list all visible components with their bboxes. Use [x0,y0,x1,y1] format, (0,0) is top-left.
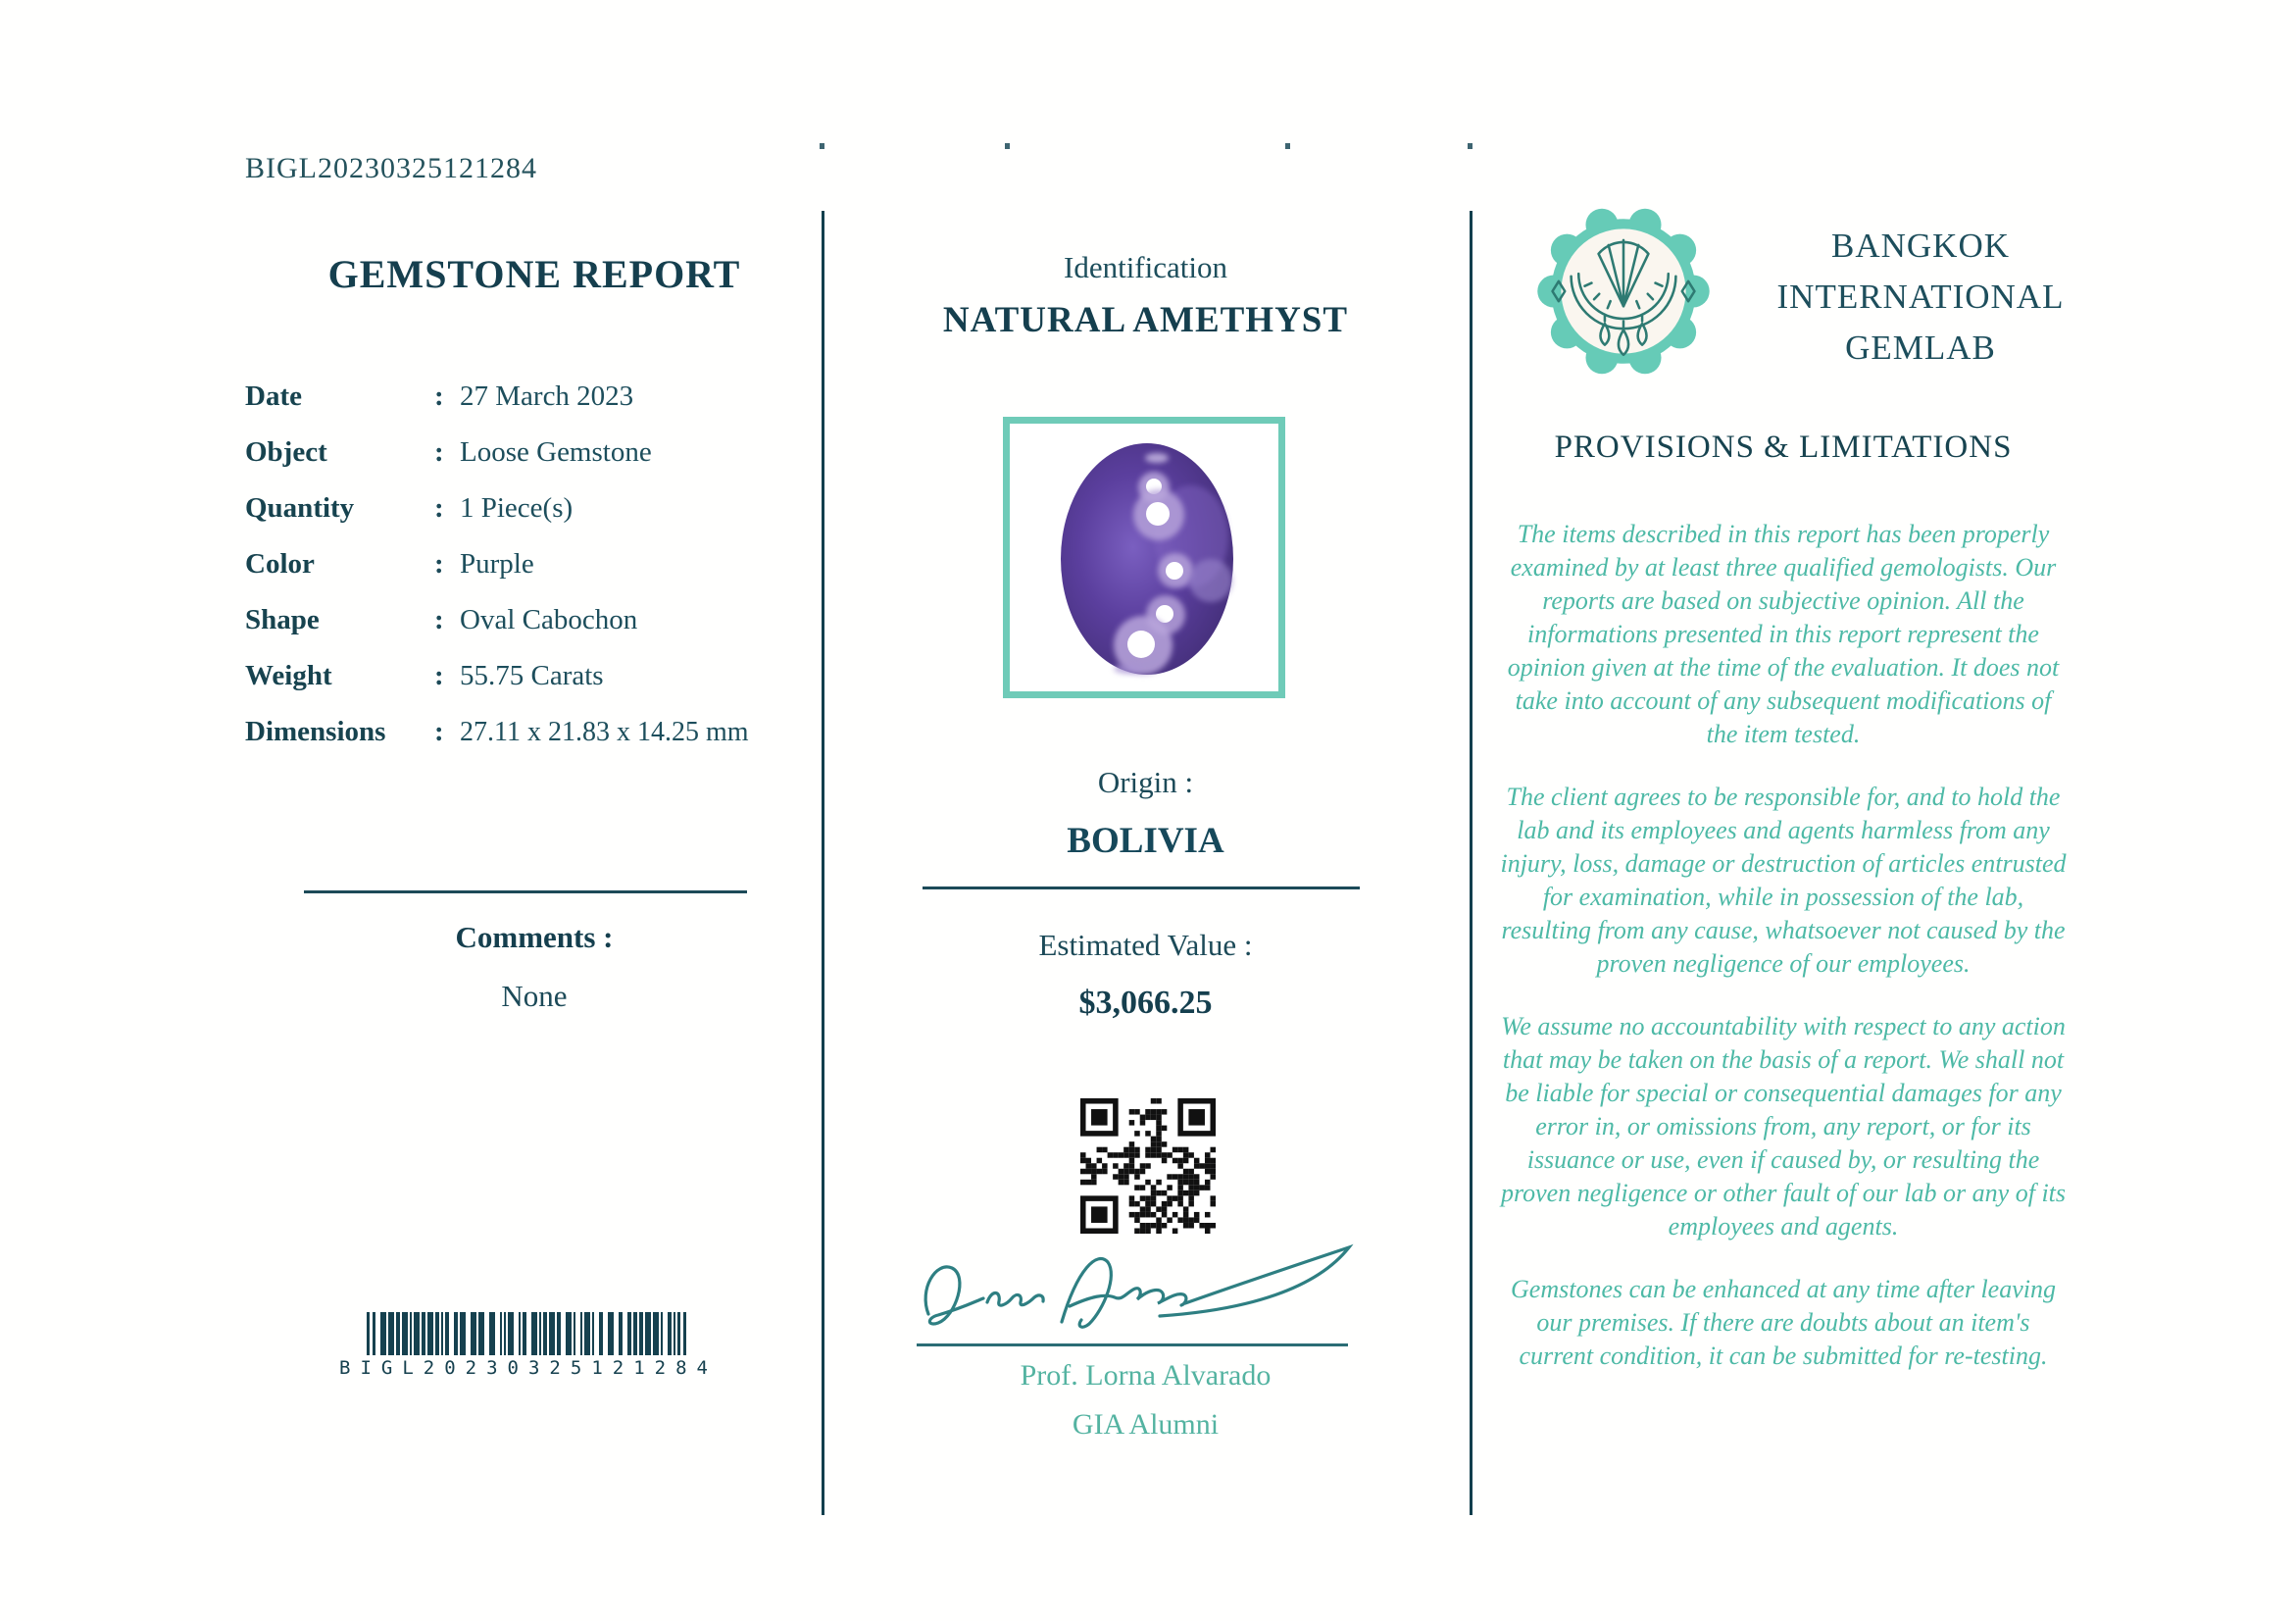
estimated-value-label: Estimated Value : [1038,928,1253,962]
origin-label: Origin : [1097,765,1194,799]
gemstone-photo [1010,424,1278,691]
field-label: Date [245,380,302,412]
gemstone-photo-frame [1003,417,1285,698]
provisions-heading: PROVISIONS & LIMITATIONS [1554,430,2013,465]
comments-label: Comments : [455,920,614,954]
provision-paragraph: The client agrees to be responsible for, and to hold the lab and its employees and agents harmless from any injury, loss, damage or destruction of articles entrusted for examination, while in possession of the lab, resulting from any cause, whatsoever not caused by the proven negligence of our employees. [1500,783,2067,978]
field-row-quantity [245,492,804,548]
field-colon: : [434,660,444,691]
origin-value: BOLIVIA [1067,821,1224,861]
field-label: Object [245,436,327,468]
field-label: Dimensions [245,716,386,747]
field-colon: : [434,380,444,412]
identification-heading: Identification [1064,250,1227,284]
field-colon: : [434,716,444,747]
origin-divider [923,886,1360,889]
report-fields [245,380,804,772]
report-number: BIGL20230325121284 [245,152,537,184]
provision-paragraph: Gemstones can be enhanced at any time after leaving our premises. If there are doubts about an item's current condition, it can be submitted for re-testing. [1511,1275,2056,1370]
field-label: Shape [245,604,320,635]
lab-name [1720,221,2121,374]
field-colon: : [434,548,444,580]
field-value: 27 March 2023 [460,380,634,412]
signature-line [917,1343,1348,1346]
field-value: 1 Piece(s) [460,492,574,524]
field-colon: : [434,604,444,635]
field-row-dimensions [245,716,804,772]
lab-name-line: INTERNATIONAL [1776,278,2065,316]
field-label: Color [245,548,315,580]
field-row-color [245,548,804,604]
lab-name-line: GEMLAB [1845,329,1996,367]
gem-name: NATURAL AMETHYST [942,300,1349,340]
qr-code-icon [1080,1098,1216,1234]
lab-column [1470,0,2137,1621]
field-row-shape [245,604,804,660]
field-label: Weight [245,660,332,691]
report-column [162,0,822,1621]
field-colon: : [434,492,444,524]
field-value: 55.75 Carats [460,660,604,691]
field-value: 27.11 x 21.83 x 14.25 mm [460,717,749,747]
provision-paragraph: We assume no accountability with respect to any action that may be taken on the basis of a report. We shall not be liable for special or consequential damages for any error in, or omissions from, any report, or for its issuance or use, even if caused by, or resulting the proven negligence or other fault of our lab or any of its employees and agents. [1500,1012,2067,1241]
field-row-weight [245,660,804,716]
barcode [326,1312,730,1379]
field-value: Purple [460,548,534,580]
provision-paragraph: The items described in this report has been properly examined by at least three qualified gemologists. Our reports are based on subjective opinion. All the informations presented in this report represent the opinion given at the time of the evaluation. It does not take into account of any subsequent modifications of the item tested. [1507,520,2060,748]
identification-column [822,0,1470,1621]
signer-credential: GIA Alumni [1072,1408,1220,1441]
report-title: GEMSTONE REPORT [327,252,741,296]
barcode-text: BIGL20230325121284 [339,1357,718,1379]
comments-value: None [501,979,568,1013]
field-row-date [245,380,804,436]
gem-pendant-badge-icon [1536,204,1711,379]
estimated-value-amount: $3,066.25 [1078,985,1213,1021]
provisions-text [1499,518,2068,1402]
signer-name: Prof. Lorna Alvarado [1020,1359,1272,1392]
lab-name-line: BANGKOK [1831,227,2010,265]
field-row-object [245,436,804,492]
barcode-bars-icon [326,1312,730,1355]
field-colon: : [434,436,444,468]
field-value: Loose Gemstone [460,436,652,468]
comments-divider [304,890,747,893]
field-label: Quantity [245,492,355,524]
field-value: Oval Cabochon [460,604,638,635]
signature-icon [910,1238,1380,1345]
